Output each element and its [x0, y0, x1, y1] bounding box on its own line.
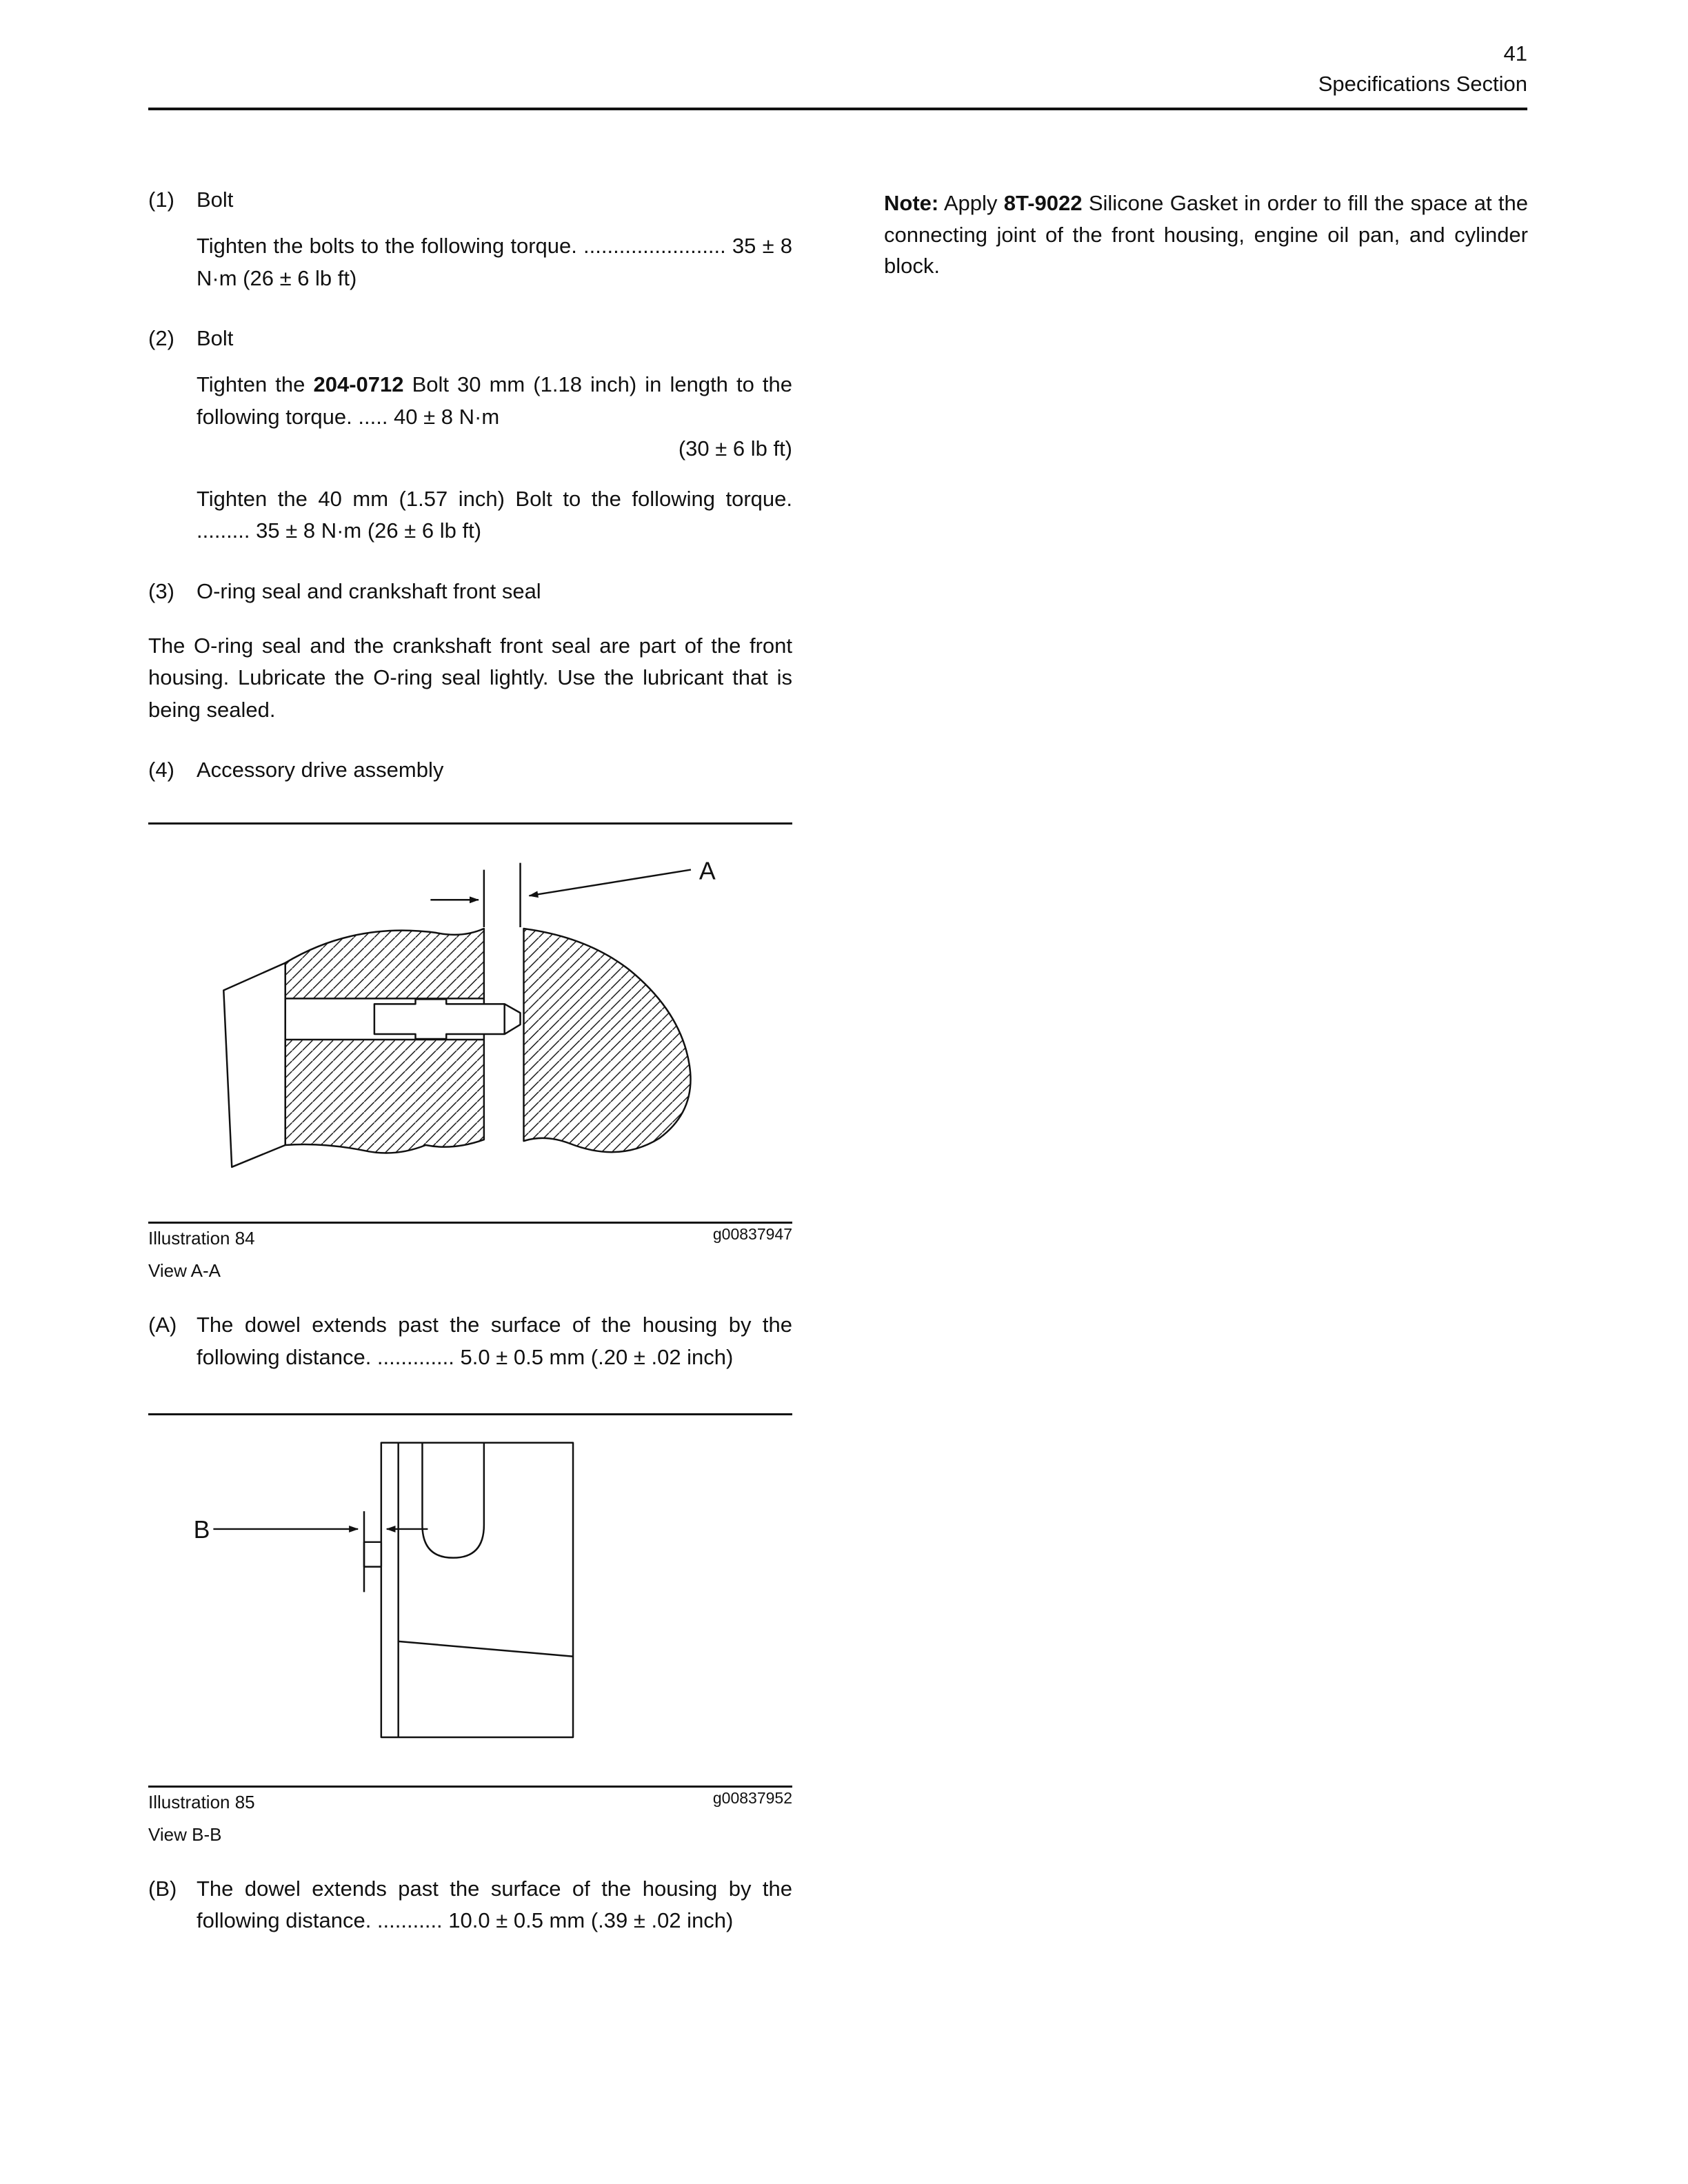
figure-view-label: View B-B: [148, 1823, 222, 1845]
front-housing-section: [285, 929, 484, 1153]
dowel: [364, 1542, 381, 1567]
item-title: Bolt: [197, 326, 234, 351]
dowel: [374, 999, 521, 1039]
item-title: Bolt: [197, 188, 234, 212]
item-title: Accessory drive assembly: [197, 758, 444, 782]
item-title: O-ring seal and crankshaft front seal: [197, 578, 541, 603]
page-number: 41: [1503, 41, 1527, 65]
figure-caption: Illustration 85: [148, 1791, 255, 1812]
spec-item-B: [148, 1873, 792, 1937]
illustration-84-drawing: [148, 825, 792, 1222]
description-paragraph: The O-ring seal and the crankshaft front seal are part of the front housing. Lubricate the O-ring seal lightly. Use the lubricant that is being sealed.: [148, 633, 792, 722]
illustration-85-drawing: [148, 1415, 792, 1786]
mating-block-section: [524, 929, 691, 1152]
two-column-content: [148, 188, 1527, 1937]
figure-bottom-rule: [148, 1786, 792, 1788]
note-text: Apply: [938, 191, 1004, 216]
torque-spec-continuation: (30 ± 6 lb ft): [678, 436, 792, 461]
callout-a-label: A: [699, 857, 716, 885]
section-title: Specifications Section: [1318, 72, 1527, 97]
spec-text: The dowel extends past the surface of the housing by the following distance. ............. 5.0 ± 0.5 mm (.20 ± .02 inch): [197, 1313, 792, 1369]
figure-meta: [148, 1788, 792, 1813]
note-paragraph: [884, 188, 1528, 282]
part-number: 204-0712: [313, 372, 404, 397]
spec-text: The dowel extends past the surface of the housing by the following distance. ........... 10.0 ± 0.5 mm (.39 ± .02 inch): [197, 1876, 792, 1933]
item-number: (1): [148, 188, 174, 212]
spec-item-3: [148, 579, 792, 604]
header-rule: [148, 108, 1527, 110]
spec-item-4: [148, 758, 792, 782]
torque-spec: Tighten the bolts to the following torque. ........................ 35 ± 8 N·m (26 ± 6 lb ft): [197, 234, 792, 290]
page-header: [148, 39, 1527, 99]
item-number: (4): [148, 758, 174, 782]
figure-85: [148, 1413, 792, 1846]
figure-bottom-rule: [148, 1222, 792, 1224]
note-label: Note:: [884, 191, 939, 216]
item-number: (2): [148, 326, 174, 351]
spec-item-1: [148, 188, 792, 212]
spec-text: Bolt 30 mm (1.18 inch) in length to the following torque. ..... 40 ± 8 N·m: [197, 372, 793, 429]
figure-caption: Illustration 84: [148, 1228, 255, 1249]
housing-outline: [381, 1443, 573, 1737]
note-text: Silicone Gasket in order to fill the space at the connecting joint of the front housing, engine oil pan, and cylinder block.: [884, 191, 1528, 279]
item-letter: (B): [148, 1876, 177, 1901]
figure-code: g00837952: [712, 1788, 792, 1807]
taper-line: [399, 1641, 573, 1657]
housing-edge-wedge: [223, 963, 285, 1167]
right-column: [884, 188, 1528, 1937]
callout-leader-arrow: [529, 870, 690, 896]
part-number: 8T-9022: [1003, 191, 1083, 216]
torque-spec: [197, 369, 792, 433]
figure-code: g00837947: [712, 1225, 792, 1244]
figure-84: [148, 822, 792, 1282]
item-number: (3): [148, 578, 174, 603]
item-letter: (A): [148, 1313, 177, 1337]
figure-view-label: View A-A: [148, 1260, 221, 1282]
spec-item-2: [148, 326, 792, 351]
u-slot: [422, 1443, 483, 1558]
spec-text: Tighten the: [197, 372, 314, 397]
torque-spec: Tighten the 40 mm (1.57 inch) Bolt to the following torque. ......... 35 ± 8 N·m (26 ± 6 lb ft): [197, 486, 792, 543]
left-column: [148, 188, 792, 1937]
spec-item-A: [148, 1309, 792, 1373]
figure-meta: [148, 1225, 792, 1249]
callout-b-label: B: [193, 1516, 210, 1544]
